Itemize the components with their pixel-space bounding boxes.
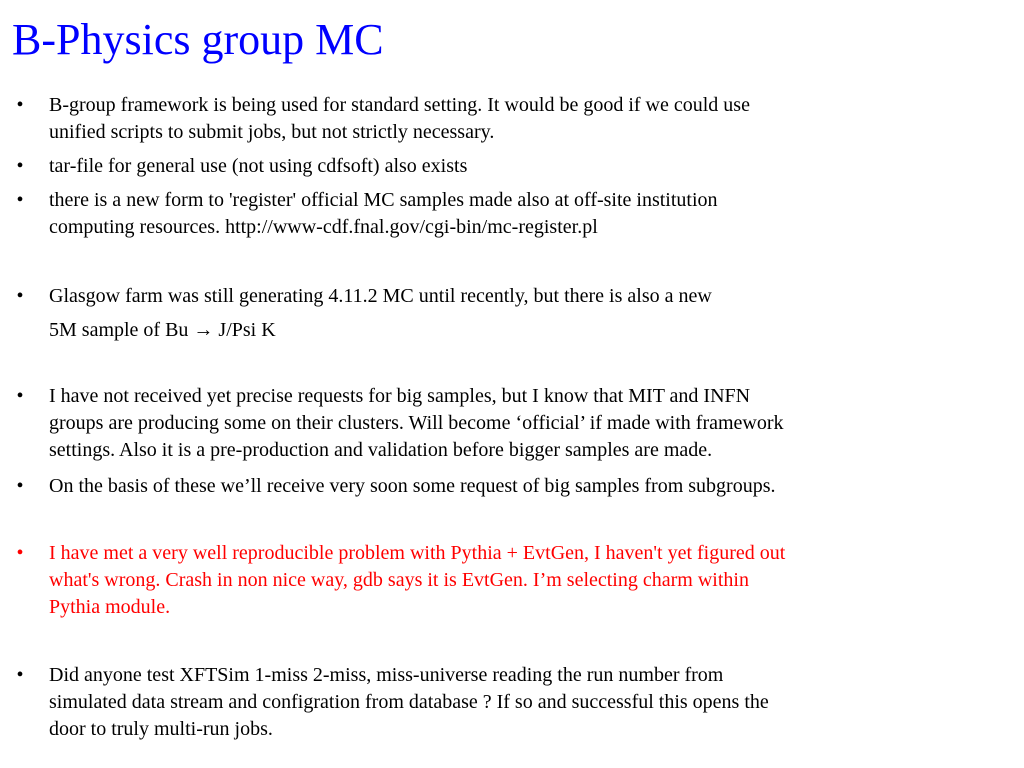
bullet-glyph: • bbox=[16, 542, 24, 564]
bullet-text: I have met a very well reproducible problem with Pythia + EvtGen, I haven't yet figured out what's wrong. Crash in non nice way, gdb says it is EvtGen. I’m selecting charm within Pythia module. bbox=[49, 542, 786, 618]
bullet-text: Did anyone test XFTSim 1-miss 2-miss, miss-universe reading the run number from simulated data stream and configration from database ? If so and successful this opens the door to truly multi-run jobs. bbox=[49, 664, 769, 740]
bullet-text: B-group framework is being used for standard setting. It would be good if we could use unified scripts to submit jobs, but not strictly necessary. bbox=[49, 94, 750, 143]
bullet-glyph: • bbox=[16, 94, 24, 116]
bullet-glyph: • bbox=[16, 475, 24, 497]
bullet-glyph: • bbox=[16, 285, 24, 307]
bullet-glyph: • bbox=[16, 155, 24, 177]
bullet-text: Glasgow farm was still generating 4.11.2 MC until recently, but there is also a new bbox=[49, 285, 712, 307]
slide-title: B-Physics group MC bbox=[12, 15, 384, 64]
bullet-glyph: • bbox=[16, 385, 24, 407]
bullet-glyph: • bbox=[16, 664, 24, 686]
bullet-glyph: • bbox=[16, 189, 24, 211]
bullet-text: On the basis of these we’ll receive very soon some request of big samples from subgroups. bbox=[49, 475, 776, 497]
continuation-text: 5M sample of Bu → J/Psi K bbox=[49, 319, 276, 341]
bullet-text: I have not received yet precise requests for big samples, but I know that MIT and INFN groups are producing some on their clusters. Will become ‘official’ if made with framework settings. Also it is a pre-production and validation before bigger samples are made. bbox=[49, 385, 784, 461]
bullet-text: there is a new form to 'register' official MC samples made also at off-site institution computing resources. http://www-cdf.fnal.gov/cgi-bin/mc-register.pl bbox=[49, 189, 718, 238]
bullet-text: tar-file for general use (not using cdfsoft) also exists bbox=[49, 155, 468, 177]
